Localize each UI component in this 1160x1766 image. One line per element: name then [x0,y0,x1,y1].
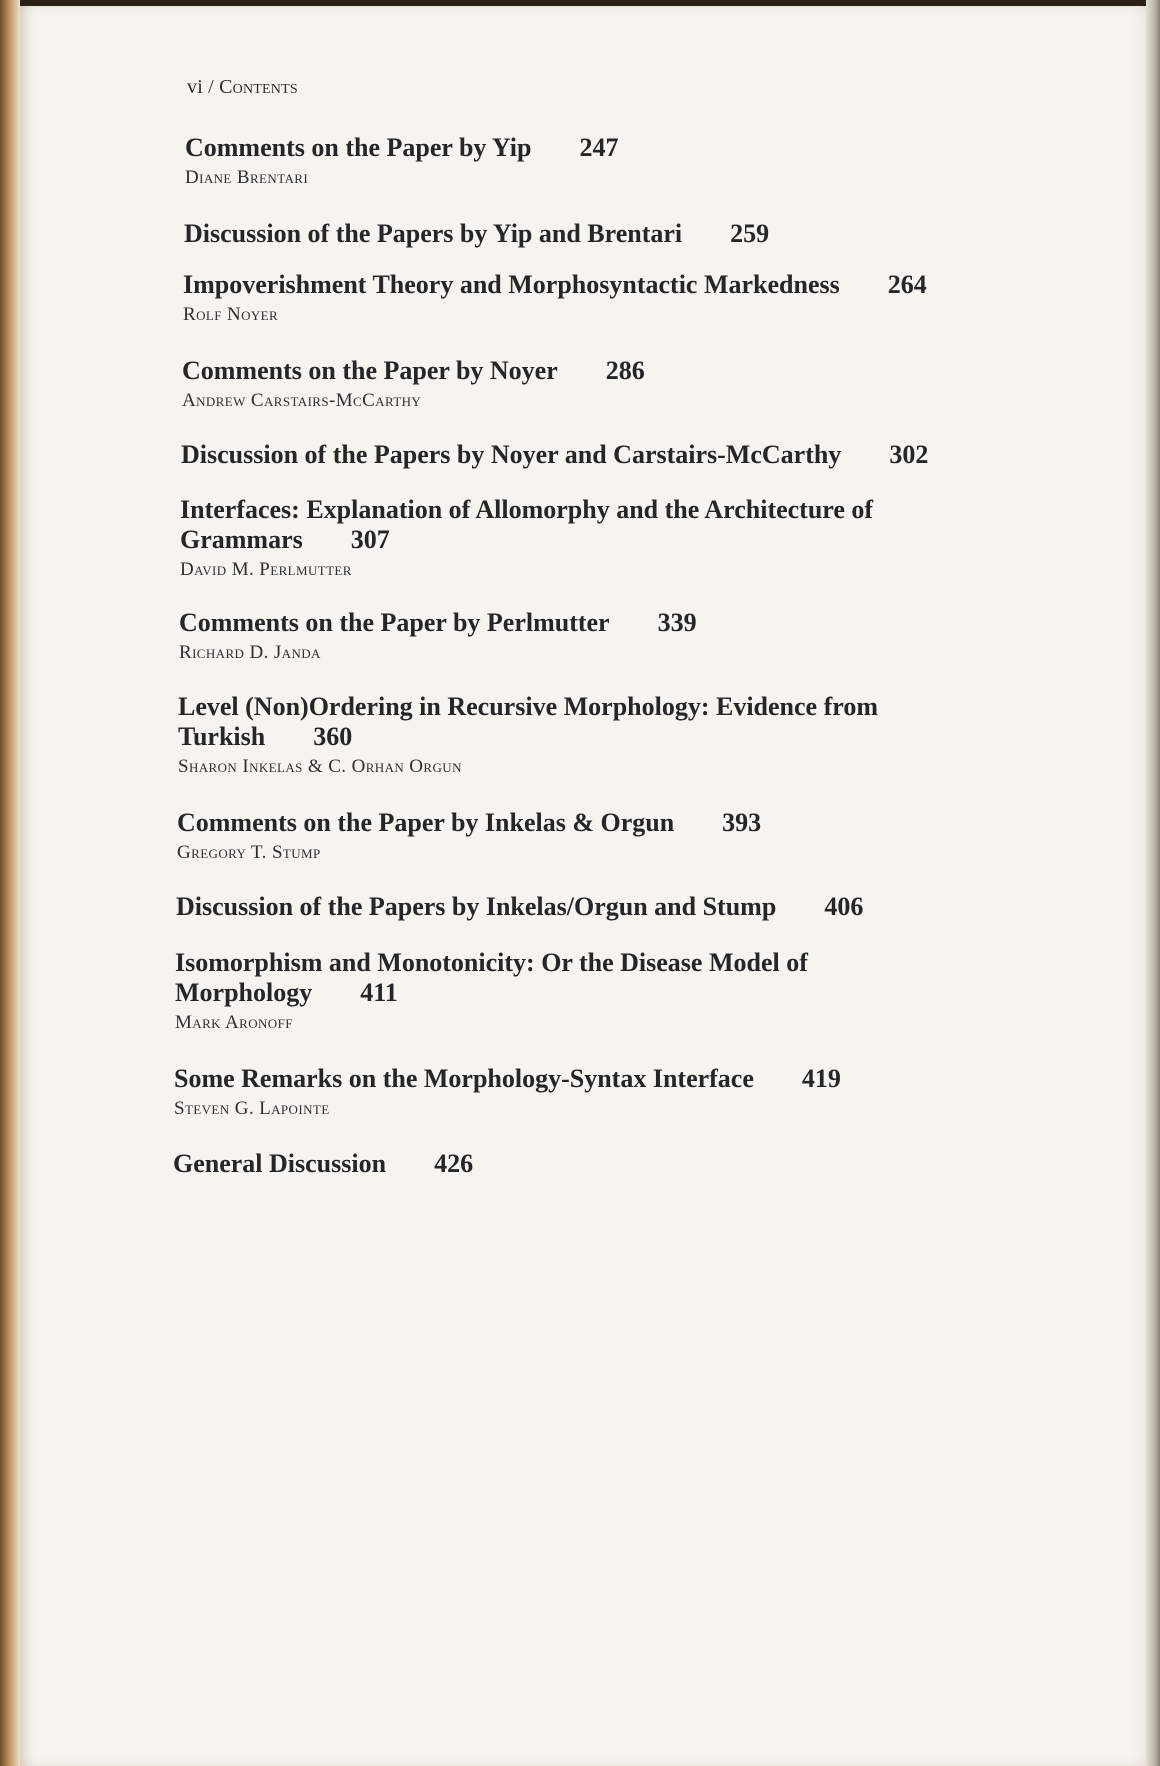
entry-title: Comments on the Paper by Noyer 286 [182,356,645,385]
entry-page: 360 [313,722,353,751]
entry-title-line2: Grammars 307 [180,525,390,554]
toc-entry [173,1149,473,1179]
folio-number: vi [187,76,203,98]
entry-title: Some Remarks on the Morphology-Syntax Interface 419 [174,1064,841,1093]
entry-title-line1: Interfaces: Explanation of Allomorphy and the Architecture of [180,495,874,524]
toc-entry [183,270,927,326]
entry-title-line2: Turkish 360 [178,722,353,751]
toc-entry [176,892,863,922]
entry-title-line1: Level (Non)Ordering in Recursive Morphology: Evidence from [178,692,878,721]
entry-page: 419 [801,1064,841,1093]
entry-author: Steven G. Lapointe [174,1098,330,1119]
entry-author: Rolf Noyer [183,304,279,325]
entry-page: 426 [434,1149,474,1178]
entry-title: Comments on the Paper by Perlmutter 339 [179,608,697,637]
toc-entry [178,692,878,778]
entry-title: Comments on the Paper by Yip 247 [185,133,619,162]
running-head-label: Contents [219,76,298,98]
entry-page: 259 [730,219,770,248]
entry-page: 406 [824,892,864,921]
entry-author: Sharon Inkelas & C. Orhan Orgun [178,756,462,777]
entry-author: Diane Brentari [185,167,309,188]
entry-author: David M. Perlmutter [180,559,352,580]
toc-entry [177,808,761,864]
toc-entry [182,356,645,412]
entry-author: Richard D. Janda [179,642,321,663]
toc-entry [179,608,697,664]
entry-page: 411 [360,978,398,1007]
entry-title: Discussion of the Papers by Noyer and Carstairs-McCarthy 302 [181,440,929,469]
entry-page: 393 [722,808,762,837]
entry-author: Gregory T. Stump [177,842,321,863]
toc-entry [185,133,618,189]
toc-entry [175,948,808,1034]
entry-title-line1: Isomorphism and Monotonicity: Or the Disease Model of [175,948,808,977]
entry-page: 302 [889,440,929,469]
running-head-separator: / [208,76,214,98]
toc-entry [180,495,873,581]
entry-author: Mark Aronoff [175,1012,293,1033]
entry-page: 339 [657,608,697,637]
toc-entry [174,1064,841,1120]
entry-page: 307 [350,525,390,554]
entry-title: General Discussion 426 [173,1149,474,1178]
entry-page: 286 [605,356,645,385]
entry-title: Comments on the Paper by Inkelas & Orgun 393 [177,808,762,837]
entry-title-line2: Morphology 411 [175,978,398,1007]
entry-page: 247 [579,133,619,162]
entry-title: Discussion of the Papers by Inkelas/Orgun and Stump 406 [176,892,864,921]
entry-title: Discussion of the Papers by Yip and Brentari 259 [184,219,770,248]
entry-page: 264 [887,270,927,299]
entry-author: Andrew Carstairs-McCarthy [182,390,422,411]
toc-entry [184,219,769,249]
entry-title: Impoverishment Theory and Morphosyntactic Markedness 264 [183,270,927,299]
toc-entry [181,440,928,470]
